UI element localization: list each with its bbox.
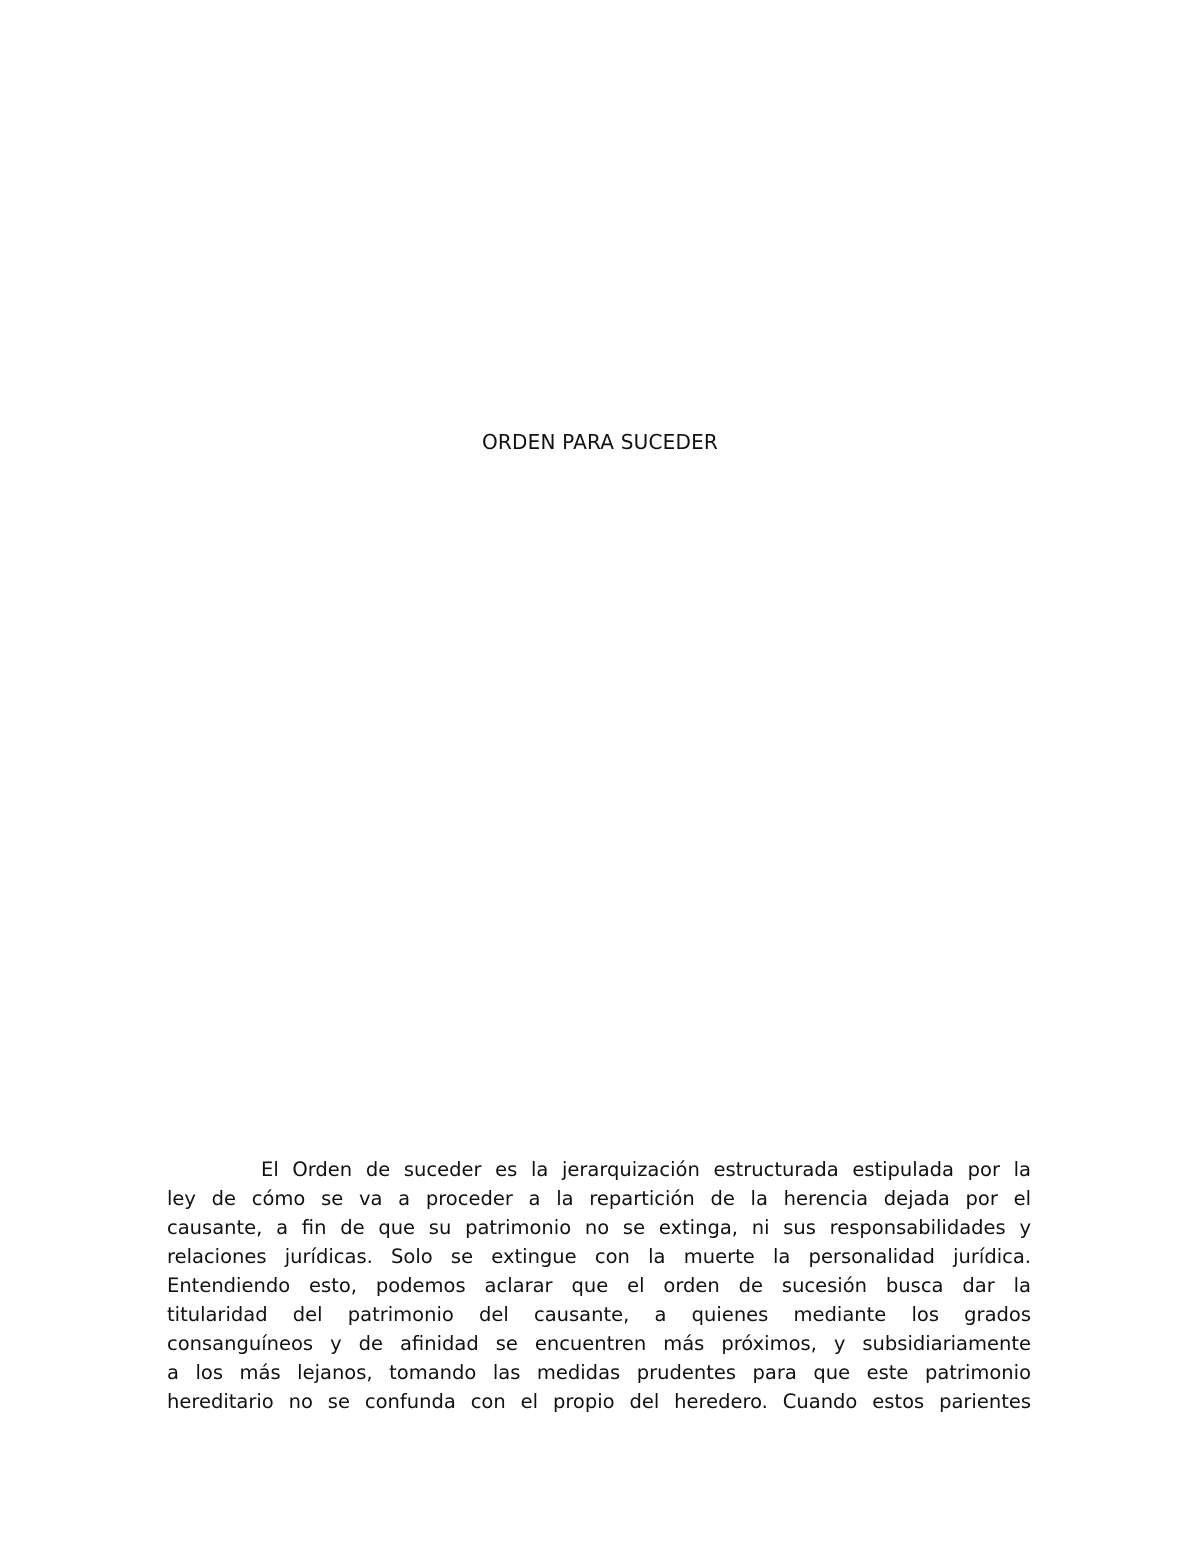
paragraph-line: hereditario no se confunda con el propio del heredero. Cuando estos parientes	[167, 1390, 1031, 1413]
paragraph-line: causante, a fin de que su patrimonio no se extinga, ni sus responsabilidades y	[167, 1216, 1031, 1239]
paragraph-line: consanguíneos y de afinidad se encuentren más próximos, y subsidiariamente	[167, 1332, 1031, 1355]
paragraph-line: El Orden de suceder es la jerarquización estructurada estipulada por la	[261, 1158, 1031, 1181]
paragraph-line: ley de cómo se va a proceder a la repartición de la herencia dejada por el	[167, 1187, 1031, 1210]
document-title: ORDEN PARA SUCEDER	[481, 430, 719, 454]
paragraph-line: relaciones jurídicas. Solo se extingue con la muerte la personalidad jurídica.	[167, 1245, 1031, 1268]
paragraph-line: titularidad del patrimonio del causante, a quienes mediante los grados	[167, 1303, 1031, 1326]
paragraph-line: Entendiendo esto, podemos aclarar que el orden de sucesión busca dar la	[167, 1274, 1031, 1297]
body-paragraph	[167, 1155, 1031, 1416]
paragraph-line: a los más lejanos, tomando las medidas prudentes para que este patrimonio	[167, 1361, 1031, 1384]
